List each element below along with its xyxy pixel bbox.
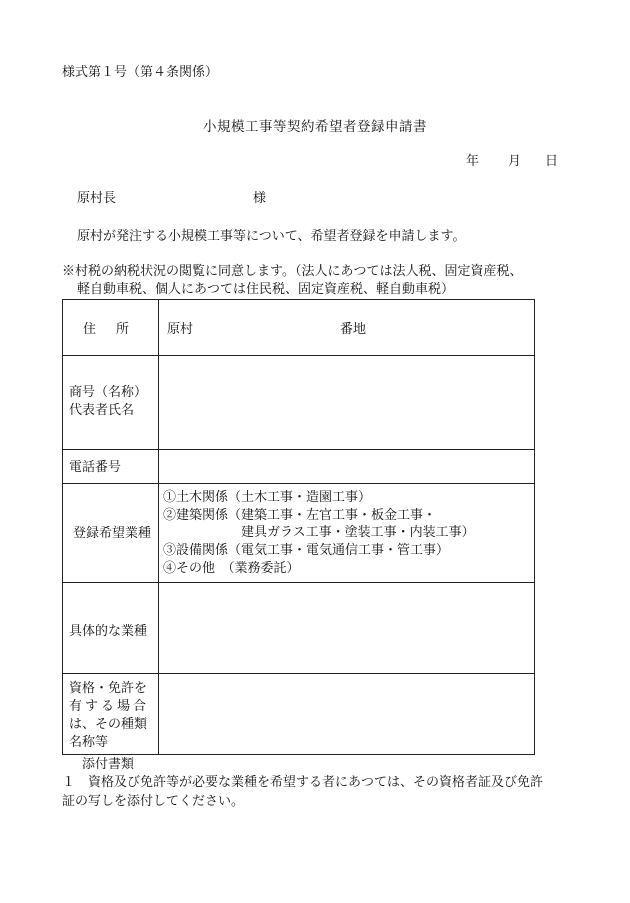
date-year-label: 年 bbox=[466, 154, 480, 169]
attachments-heading: 添付書類 bbox=[82, 757, 135, 772]
license-field[interactable] bbox=[163, 678, 528, 750]
tax-consent-line-1: ※村税の納税状況の閲覧に同意します。（法人にあつては法人税、固定資産税、 bbox=[62, 264, 523, 279]
table-row-divider bbox=[63, 582, 534, 583]
table-row-divider bbox=[63, 355, 534, 356]
category-option-building[interactable]: ②建築関係（建築工事・左官工事・板金工事・ bbox=[163, 508, 437, 523]
license-label-line: 有する場合 bbox=[69, 699, 150, 714]
registration-category-label: 登録希望業種 bbox=[73, 526, 152, 541]
table-row-divider bbox=[63, 483, 534, 484]
phone-label: 電話番号 bbox=[69, 460, 122, 475]
trade-name-label: 商号（名称） bbox=[69, 385, 148, 400]
specific-business-field[interactable] bbox=[163, 587, 528, 669]
category-option-other[interactable]: ④その他 （業務委託） bbox=[163, 561, 300, 576]
addressee-name: 原村長 bbox=[77, 191, 117, 206]
address-label: 住 所 bbox=[83, 322, 130, 337]
date-day-label: 日 bbox=[545, 154, 559, 169]
license-label-line: 名称等 bbox=[69, 735, 109, 750]
license-label-line: 資格・免許を bbox=[69, 681, 148, 696]
application-table bbox=[62, 299, 535, 755]
phone-field[interactable] bbox=[163, 453, 528, 479]
trade-name-field[interactable] bbox=[163, 360, 528, 444]
table-row-divider bbox=[63, 449, 534, 450]
address-village-field[interactable]: 原村 bbox=[167, 322, 194, 337]
document-title: 小規模工事等契約希望者登録申請書 bbox=[203, 119, 427, 135]
table-row-divider bbox=[63, 673, 534, 674]
specific-business-label: 具体的な業種 bbox=[69, 624, 148, 639]
table-column-divider bbox=[158, 300, 159, 754]
date-month-label: 月 bbox=[508, 154, 522, 169]
address-banchi-field[interactable]: 番地 bbox=[340, 322, 367, 337]
attachment-item-line-1: １ 資格及び免許等が必要な業種を希望する者にあつては、その資格者証及び免許 bbox=[62, 775, 544, 790]
license-label-line: は、その種類 bbox=[69, 717, 148, 732]
form-number: 様式第１号（第４条関係） bbox=[62, 65, 219, 80]
attachment-item-line-2: 証の写しを添付してください。 bbox=[62, 794, 245, 809]
representative-name-label: 代表者氏名 bbox=[69, 403, 135, 418]
category-option-equipment[interactable]: ③設備関係（電気工事・電気通信工事・管工事） bbox=[163, 543, 450, 558]
category-option-civil[interactable]: ①土木関係（土木工事・造園工事） bbox=[163, 490, 372, 505]
application-statement: 原村が発注する小規模工事等について、希望者登録を申請します。 bbox=[77, 229, 466, 244]
tax-consent-line-2: 軽自動車税、個人にあつては住民税、固定資産税、軽自動車税） bbox=[77, 282, 455, 297]
category-option-building-cont: 建具ガラス工事・塗装工事・内装工事） bbox=[241, 525, 475, 540]
addressee-honorific: 様 bbox=[253, 191, 267, 206]
